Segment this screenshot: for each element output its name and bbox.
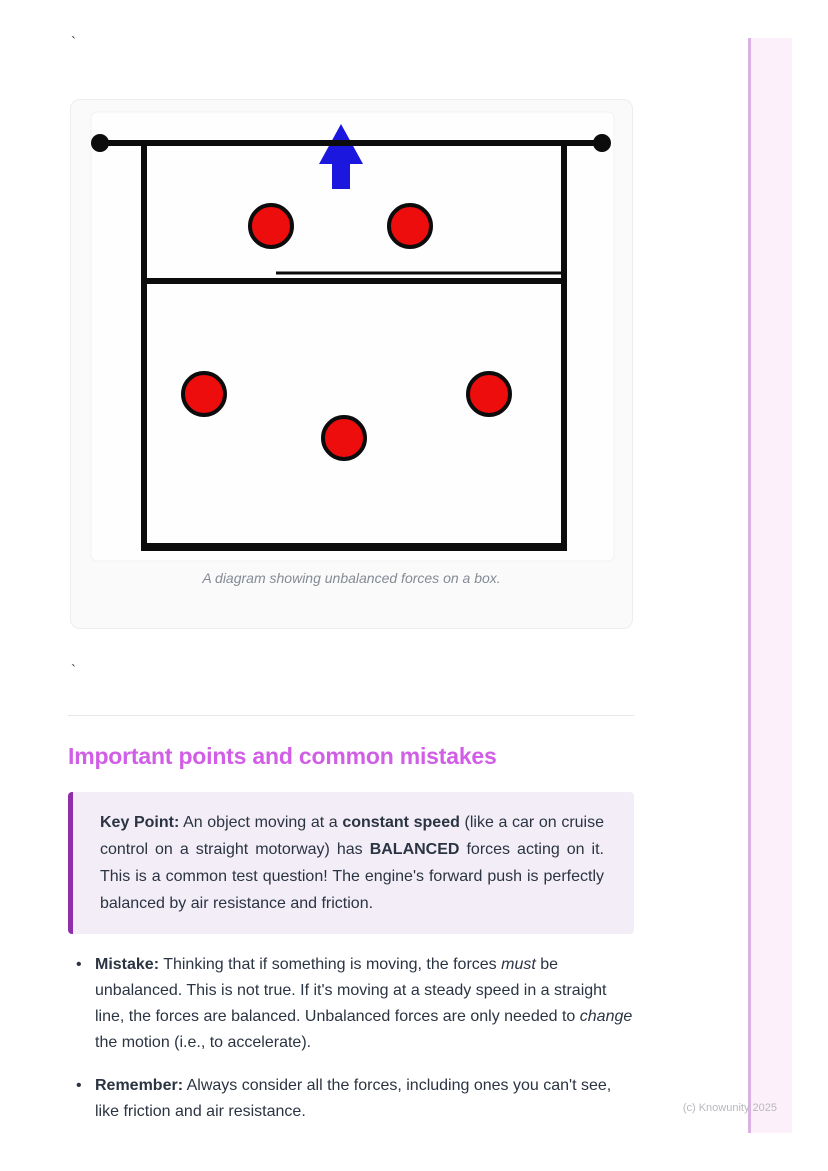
list-item-remember [68, 1073, 634, 1125]
inline-code-mark-bottom: ` [71, 662, 76, 679]
force-circle-upper-left [250, 205, 292, 247]
list-item-mistake [68, 952, 634, 1056]
page-edge-stripe [748, 38, 792, 1133]
remember-text: Remember: Always consider all the forces, including ones you can't see, like friction and air resistance. [95, 1077, 612, 1120]
key-point-text: Key Point: An object moving at a constant speed (like a car on cruise control on a straight motorway) has BALANCED forces acting on it. This is a common test question! The engine's forward push is perfectly balanced by air resistance and friction. [100, 814, 605, 912]
force-circle-lower-left [183, 373, 225, 415]
rope-end-dot-left [91, 134, 109, 152]
force-diagram-image [71, 100, 634, 630]
inline-code-mark-top: ` [71, 34, 76, 51]
bullet-icon: • [76, 1077, 82, 1094]
key-point-callout [68, 792, 634, 934]
force-circle-upper-right [389, 205, 431, 247]
mistake-text: Mistake: Thinking that if something is moving, the forces must be unbalanced. This is not true. If it's moving at a steady speed in a straight line, the forces are balanced. Unbalanced forces are only needed to change the motion (i.e., to accelerate). [95, 956, 633, 1051]
figure-caption: A diagram showing unbalanced forces on a box. [202, 570, 501, 586]
section-heading: Important points and common mistakes [68, 743, 497, 769]
rope-end-dot-right [593, 134, 611, 152]
figure-card [70, 99, 633, 629]
common-mistakes-list [68, 952, 634, 1142]
diagram-canvas [91, 112, 614, 561]
bullet-icon: • [76, 956, 82, 973]
copyright-watermark: (c) Knowunity 2025 [682, 1102, 777, 1114]
section-divider [68, 715, 634, 716]
force-circle-lower-right [468, 373, 510, 415]
force-circle-lower-center [323, 417, 365, 459]
